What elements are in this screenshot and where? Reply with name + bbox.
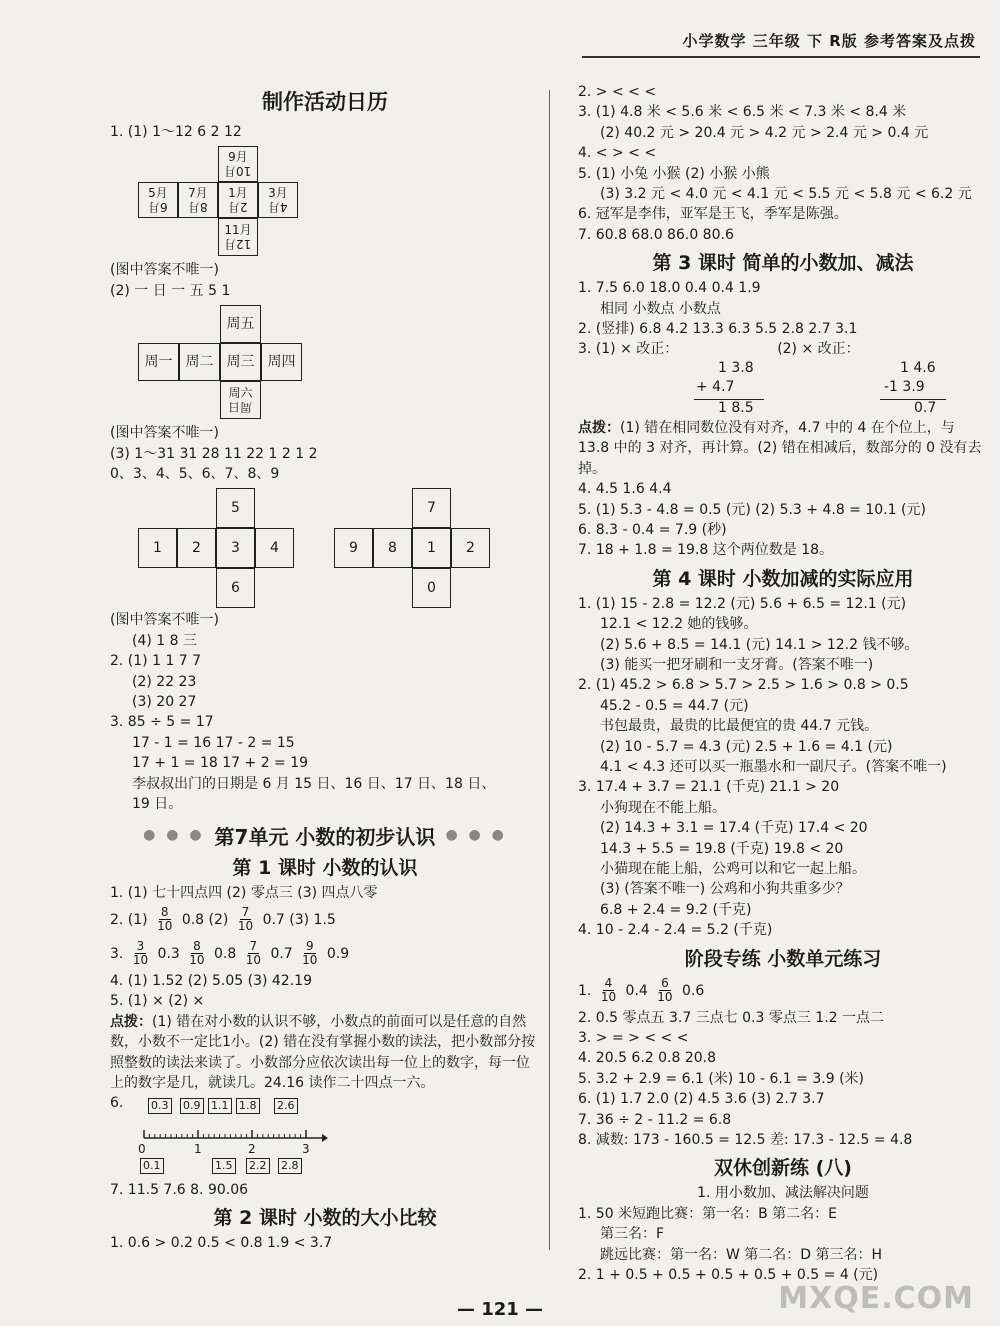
fraction [187,940,206,967]
l4-answer-2-2: 45.2 - 0.5 = 44.7 (元) [600,697,749,714]
l3-answer-6: 6. 8.3 - 0.4 = 7.9 (秒) [578,521,727,538]
fraction [655,977,674,1004]
numerator: 7 [241,905,250,920]
net-cell-tue [179,343,220,381]
l1-answer-2 [110,903,540,937]
dots-decoration: ● ● ● [143,827,205,843]
number-line-tick-label: 0 [138,1141,146,1156]
watermark-text: MXQE.COM [778,1281,974,1316]
net-label-flipped: 8月 [188,200,208,215]
net-cell [412,528,451,568]
numerator: 6 [661,976,669,991]
answer-1-2: (2) 一 日 一 五 5 1 [110,282,231,299]
net-digit: 5 [231,499,240,516]
r-answer-5-1: 5. (1) 小兔 小猴 (2) 小猴 小熊 [578,165,770,182]
denominator: 10 [245,953,261,968]
l4-answer-2-5: 4.1 < 4.3 还可以买一瓶墨水和一副尺子。(答案不唯一) [600,758,947,775]
stage-answer-5: 5. 3.2 + 2.9 = 6.1 (米) 10 - 6.1 = 3.9 (米) [578,1070,864,1087]
net-cell [334,528,373,568]
net-cell-jul-aug [178,182,218,218]
r-answer-4: 4. < > < < [578,145,657,162]
net-label: 周二 [185,353,214,370]
label: 1. [578,982,592,999]
l4-answer-1-4: (3) 能买一把牙刷和一支牙膏。(答案不唯一) [600,656,874,673]
numerator: 9 [305,939,314,954]
part: 0.7 (3) 1.5 [262,911,336,928]
net-label: 3月 [268,186,288,201]
net-label-flipped: 2月 [228,200,248,215]
l1-answer-5: 5. (1) × (2) × [110,993,205,1010]
l3-answer-1: 1. 7.5 6.0 18.0 0.4 0.4 1.9 [578,280,761,297]
denominator: 10 [302,953,318,968]
label: 2. (1) [110,911,148,928]
net-cell-thu [261,343,302,381]
l1-answer-1: 1. (1) 七十四点四 (2) 零点三 (3) 四点八零 [110,884,378,901]
number-line-tick-label: 2 [248,1141,256,1156]
net-digit: 8 [388,539,397,556]
lesson-1-title: 第 1 课时 小数的认识 [232,856,418,879]
weekend-practice-title: 双休创新练 (八) [714,1157,852,1180]
l4-answer-3-1: 3. 17.4 + 3.7 = 21.1 (千克) 21.1 > 20 [578,779,840,796]
l4-answer-3-5: 小猫现在能上船，公鸡可以和它一起上船。 [600,861,866,877]
net-digit: 6 [231,579,240,596]
part: 0.9 [326,945,350,962]
stage-answer-3: 3. > = > < < < [578,1030,689,1047]
net-cell [138,528,177,568]
net-cell [216,528,255,568]
net-digit: 3 [231,539,240,556]
answer-2-3: (3) 20 27 [132,694,197,711]
l3-answer-2: 2. (竖排) 6.8 4.2 13.3 6.3 5.5 2.8 2.7 3.1 [578,321,858,338]
section-title-calendar: 制作活动日历 [262,90,388,114]
note-not-unique: (图中答案不唯一) [110,425,219,442]
header-rule [582,56,980,58]
l1-answer-3 [110,937,540,971]
l3-answer-5: 5. (1) 5.3 - 4.8 = 0.5 (元) (2) 5.3 + 4.8 = 10.1 (元) [578,501,926,518]
number-line-label-bottom: 0.1 [140,1158,164,1174]
net-cell [177,528,216,568]
unit-7-title [110,821,540,850]
net-cell-may-jun [138,182,178,218]
l4-answer-4: 4. 10 - 2.4 - 2.4 = 5.2 (千克) [578,922,773,939]
fraction [300,940,319,967]
number-line-label-top: 2.6 [274,1098,298,1114]
net-cell [373,528,412,568]
net-label: 周六 [228,386,253,401]
net-label: 11月 [224,223,252,238]
net-digit: 0 [427,579,436,596]
fraction [244,940,263,967]
left-column [110,82,540,1254]
net-cell-mar-apr [258,182,298,218]
net-digit: 9 [349,539,358,556]
answer-3-e: 19 日。 [132,796,183,813]
denominator: 10 [189,953,205,968]
l3-answer-3 [578,339,988,359]
l4-answer-1-1: 1. (1) 15 - 2.8 = 12.2 (元) 5.6 + 6.5 = 12.1 (元) [578,595,907,612]
hint-label: 点拨： [578,419,620,436]
right-column [578,82,988,1286]
net-cell [255,528,294,568]
vf2-line-b: -1 3.9 [884,378,925,395]
stage-answer-7: 7. 36 ÷ 2 - 11.2 = 6.8 [578,1111,732,1128]
note-not-unique: (图中答案不唯一) [110,262,219,279]
vf2-line-a: 1 4.6 [900,359,936,376]
answer-3-c: 17 + 1 = 18 17 + 2 = 19 [132,755,309,772]
part: 0.3 [157,945,180,962]
answer-2-2: (2) 22 23 [132,673,197,690]
r-answer-5-2: (3) 3.2 元 < 4.0 元 < 4.1 元 < 5.5 元 < 5.8 元 < 6.2 元 [600,186,972,203]
lesson-4-title: 第 4 课时 小数加减的实际应用 [652,567,914,590]
fraction [599,977,618,1004]
l1-answer-4: 4. (1) 1.52 (2) 5.05 (3) 42.19 [110,972,312,989]
net-digit: 7 [427,499,436,516]
hint-label: 点拨： [110,1013,152,1030]
part: 0.6 [682,982,705,999]
answer-1-3: (3) 1～31 31 28 11 22 1 2 1 2 [110,445,318,462]
numerator: 3 [136,939,145,954]
weekday-cube-net [138,305,302,419]
answer-3-d: 李叔叔出门的日期是 6 月 15 日、16 日、17 日、18 日、 [132,775,496,792]
hint-text: (1) 错在相同数位没有对齐，4.7 中的 4 在个位上，与 13.8 中的 3 对齐，再计算。(2) 错在相减后，数部分的 0 没有去掉。 [578,419,982,477]
stage-answer-4: 4. 20.5 6.2 0.8 20.8 [578,1050,717,1067]
net-label: 5月 [148,186,168,201]
number-line-tick-label: 3 [302,1141,310,1156]
net-cell [451,528,490,568]
page-header: 小学数学 三年级 下 R版 参考答案及点拨 [682,32,976,50]
l4-answer-2-4: (2) 10 - 5.7 = 4.3 (元) 2.5 + 1.6 = 4.1 (元) [600,738,893,755]
l3-hint [578,418,988,479]
l2-answer-1: 1. 0.6 > 0.2 0.5 < 0.8 1.9 < 3.7 [110,1235,333,1252]
net-digit: 2 [192,539,201,556]
r-answer-2: 2. > < < < [578,84,657,100]
unit-title-text: 第7单元 小数的初步认识 [214,824,436,849]
net-cell [412,488,451,528]
column-divider [549,90,550,1250]
fraction [155,906,174,933]
net-cell-mon [138,343,179,381]
note-not-unique: (图中答案不唯一) [110,612,219,629]
part: 0.4 [625,982,648,999]
net-cell-fri [220,305,261,343]
l4-answer-3-2: 小狗现在不能上船。 [600,799,726,816]
l1-hint [110,1012,540,1094]
vertical-calculations [578,360,988,418]
lesson-2-title: 第 2 课时 小数的大小比较 [213,1207,437,1230]
net-label: 周四 [267,353,296,370]
page-number: — 121 — [456,1299,544,1320]
dots-decoration: ● ● ● [445,827,507,843]
net-label-flipped: 6月 [148,200,168,215]
vf2-line-c: 0.7 [914,399,937,416]
number-line-label-top: 0.3 [148,1098,172,1114]
part: 3. (1) × 改正： [578,341,679,358]
l1-answer-7: 7. 11.5 7.6 8. 90.06 [110,1181,249,1198]
l4-answer-2-3: 书包最贵，最贵的比最便宜的贵 44.7 元钱。 [600,718,879,735]
digit-net-a [138,488,294,608]
answer-3-a: 3. 85 ÷ 5 = 17 [110,714,214,731]
net-digit: 1 [427,539,436,556]
denominator: 10 [600,990,617,1005]
number-line-label-top: 1.1 [208,1098,232,1114]
net-cell [412,568,451,608]
l4-answer-2-1: 2. (1) 45.2 > 6.8 > 5.7 > 2.5 > 1.6 > 0.8 > 0.5 [578,677,909,694]
month-cube-net [138,146,298,256]
r-answer-3-2: (2) 40.2 元 > 20.4 元 > 4.2 元 > 2.4 元 > 0.4 元 [600,124,929,141]
denominator: 10 [157,919,173,934]
l4-answer-1-2: 12.1 < 12.2 她的钱够。 [600,616,758,633]
stage-answer-6: 6. (1) 1.7 2.0 (2) 4.5 3.6 (3) 2.7 3.7 [578,1091,825,1108]
number-line-label-top: 1.8 [236,1098,260,1114]
vf1-line-c: 1 8.5 [718,399,754,416]
part: (2) × 改正： [777,341,860,358]
vf1-line-a: 1 3.8 [718,359,754,376]
denominator: 10 [657,990,673,1005]
net-cell-wed [220,343,261,381]
net-digit: 4 [270,539,279,556]
net-label: 9月 [228,150,248,165]
net-label: 周三 [226,353,255,370]
number-line-label-bottom: 2.8 [278,1158,302,1174]
weekend-answer-2: 2. 1 + 0.5 + 0.5 + 0.5 + 0.5 + 0.5 = 4 (元) [578,1267,879,1284]
fraction [131,940,150,967]
weekend-answer-1-1: 1. 50 米短跑比赛：第一名：B 第二名：E [578,1205,837,1222]
number-line-label-top: 0.9 [180,1098,204,1114]
stage-practice-title: 阶段专练 小数单元练习 [684,947,882,970]
part: 0.7 [270,945,293,962]
denominator: 10 [237,919,254,934]
lesson-3-title: 第 3 课时 简单的小数加、减法 [652,252,914,275]
number-line-label-bottom: 1.5 [212,1158,236,1174]
net-label-flipped: 12月 [224,237,252,252]
number-line-label-bottom: 2.2 [246,1158,270,1174]
vf1-line-b: + 4.7 [696,378,735,395]
net-label-flipped: 10月 [224,164,252,179]
net-digit: 1 [153,539,162,556]
stage-answer-1 [578,974,988,1008]
stage-answer-2: 2. 0.5 零点五 3.7 三点七 0.3 零点三 1.2 一点二 [578,1009,885,1026]
numerator: 7 [249,939,258,954]
weekend-subtitle: 1. 用小数加、减法解决问题 [697,1185,869,1202]
net-cell-jan-feb [218,182,258,218]
hint-text: (1) 错在对小数的认识不够，小数点的前面可以是任意的自然数，小数不一定比1小。(2) 错在没有掌握小数的读法，把小数部分按照整数的读法来读了。小数部分应依次读出每一位上的数字，每一位上的数字是几，就读几。24.16 读作二十四点一六。 [110,1013,536,1091]
numerator: 8 [193,939,201,954]
net-cell [216,488,255,528]
part: 0.8 (2) [181,911,229,928]
l3-answer-1b: 相同 小数点 小数点 [600,300,721,317]
weekend-answer-1-2: 第三名：F [600,1226,665,1243]
numerator: 4 [604,976,613,991]
answer-1-1: 1. (1) 1～12 6 2 12 [110,124,242,140]
net-label: 1月 [228,186,248,201]
net-label: 7月 [188,186,208,201]
l4-answer-3-4: 14.3 + 5.5 = 19.8 (千克) 19.8 < 20 [600,840,844,857]
answer-1-3-digits: 0、3、4、5、6、7、8、9 [110,466,280,483]
denominator: 10 [132,953,149,968]
l3-answer-7: 7. 18 + 1.8 = 19.8 这个两位数是 18。 [578,542,834,559]
l4-answer-3-3: (2) 14.3 + 3.1 = 17.4 (千克) 17.4 < 20 [600,820,868,837]
weekend-answer-1-3: 跳远比赛：第一名：W 第二名：D 第三名：H [600,1246,883,1263]
l1-answer-6: 6. [110,1095,124,1112]
fraction [236,906,255,933]
part: 0.8 [214,945,237,962]
net-cell-nov-dec [218,218,258,256]
l4-answer-1-3: (2) 5.6 + 8.5 = 14.1 (元) 14.1 > 12.2 钱不够。 [600,636,919,653]
digit-cube-nets [138,488,540,610]
l4-answer-3-7: 6.8 + 2.4 = 9.2 (千克) [600,901,752,918]
number-line-tick-label: 1 [194,1141,202,1156]
net-digit: 2 [466,539,475,556]
r-answer-7: 7. 60.8 68.0 86.0 80.6 [578,226,734,243]
l4-answer-3-6: (3) (答案不唯一) 公鸡和小狗共重多少？ [600,881,850,898]
digit-net-b [334,488,490,608]
net-label: 周五 [226,315,255,332]
r-answer-6: 6. 冠军是李伟，亚军是王飞，季军是陈强。 [578,206,848,223]
net-cell-sep-oct [218,146,258,182]
number-line [138,1096,540,1180]
r-answer-3-1: 3. (1) 4.8 米 < 5.6 米 < 6.5 米 < 7.3 米 < 8.4 米 [578,104,907,121]
l3-answer-4: 4. 4.5 1.6 4.4 [578,481,672,498]
net-label-flipped: 周日 [228,400,253,415]
answer-3-b: 17 - 1 = 16 17 - 2 = 15 [132,734,295,751]
net-label: 周一 [144,353,173,370]
net-label-flipped: 4月 [268,200,288,215]
answer-1-4: (4) 1 8 三 [132,632,197,649]
net-cell [216,568,255,608]
net-cell-sat-sun [220,381,261,419]
numerator: 8 [160,905,169,920]
answer-2-1: 2. (1) 1 1 7 7 [110,653,202,670]
stage-answer-8: 8. 减数: 173 - 160.5 = 12.5 差: 17.3 - 12.5 = 4.8 [578,1132,913,1149]
label: 3. [110,945,124,962]
